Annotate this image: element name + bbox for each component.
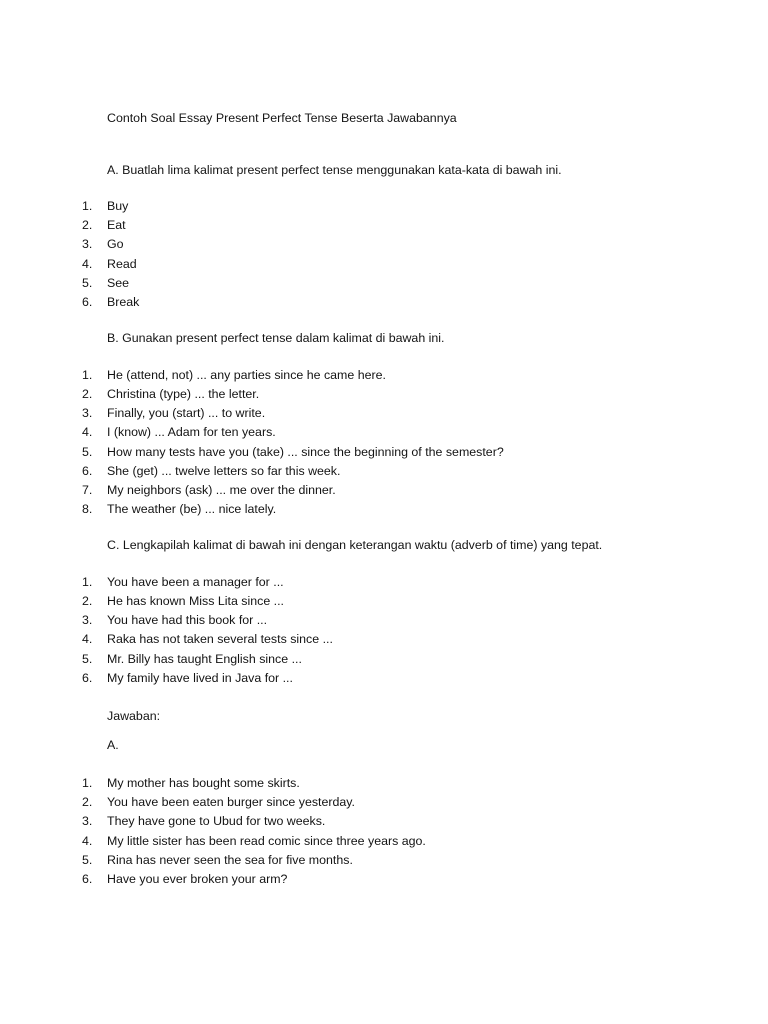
- list-number: 6.: [82, 872, 93, 886]
- list-item: Eat: [107, 218, 126, 232]
- list-number: 8.: [82, 502, 93, 516]
- list-item: He has known Miss Lita since ...: [107, 594, 284, 608]
- list-item: She (get) ... twelve letters so far this week.: [107, 464, 341, 478]
- list-item: They have gone to Ubud for two weeks.: [107, 814, 326, 828]
- list-item: You have had this book for ...: [107, 613, 268, 627]
- list-number: 6.: [82, 295, 93, 309]
- list-item: Go: [107, 237, 124, 251]
- section-a-heading: A. Buatlah lima kalimat present perfect tense menggunakan kata-kata di bawah ini.: [107, 163, 562, 177]
- document-title: Contoh Soal Essay Present Perfect Tense Beserta Jawabannya: [107, 111, 457, 125]
- list-item: My little sister has been read comic since three years ago.: [107, 834, 426, 848]
- list-number: 3.: [82, 237, 93, 251]
- list-number: 1.: [82, 776, 93, 790]
- list-item: You have been a manager for ...: [107, 575, 284, 589]
- list-item: See: [107, 276, 130, 290]
- list-item: Christina (type) ... the letter.: [107, 387, 260, 401]
- list-item: Rina has never seen the sea for five months.: [107, 853, 353, 867]
- list-number: 5.: [82, 276, 93, 290]
- list-number: 7.: [82, 483, 93, 497]
- list-number: 6.: [82, 464, 93, 478]
- answers-heading: Jawaban:: [107, 709, 161, 723]
- list-item: Finally, you (start) ... to write.: [107, 406, 266, 420]
- list-number: 1.: [82, 575, 93, 589]
- list-item: He (attend, not) ... any parties since he came here.: [107, 368, 386, 382]
- list-number: 2.: [82, 795, 93, 809]
- list-item: The weather (be) ... nice lately.: [107, 502, 277, 516]
- list-number: 4.: [82, 257, 93, 271]
- list-number: 4.: [82, 425, 93, 439]
- list-number: 1.: [82, 199, 93, 213]
- list-number: 3.: [82, 814, 93, 828]
- list-number: 2.: [82, 387, 93, 401]
- list-item: My mother has bought some skirts.: [107, 776, 300, 790]
- section-b-heading: B. Gunakan present perfect tense dalam kalimat di bawah ini.: [107, 331, 445, 345]
- list-number: 5.: [82, 652, 93, 666]
- list-item: My neighbors (ask) ... me over the dinner.: [107, 483, 336, 497]
- list-number: 5.: [82, 445, 93, 459]
- list-number: 2.: [82, 218, 93, 232]
- list-number: 3.: [82, 406, 93, 420]
- list-item: Raka has not taken several tests since ...: [107, 632, 333, 646]
- list-number: 3.: [82, 613, 93, 627]
- list-item: Buy: [107, 199, 129, 213]
- list-number: 4.: [82, 632, 93, 646]
- list-number: 5.: [82, 853, 93, 867]
- answers-subheading: A.: [107, 738, 119, 752]
- list-item: Have you ever broken your arm?: [107, 872, 288, 886]
- list-number: 6.: [82, 671, 93, 685]
- list-item: My family have lived in Java for ...: [107, 671, 293, 685]
- list-item: I (know) ... Adam for ten years.: [107, 425, 276, 439]
- list-number: 4.: [82, 834, 93, 848]
- list-item: Break: [107, 295, 140, 309]
- list-item: You have been eaten burger since yesterday.: [107, 795, 355, 809]
- list-item: Mr. Billy has taught English since ...: [107, 652, 302, 666]
- list-item: How many tests have you (take) ... since the beginning of the semester?: [107, 445, 504, 459]
- list-number: 2.: [82, 594, 93, 608]
- list-number: 1.: [82, 368, 93, 382]
- section-c-heading: C. Lengkapilah kalimat di bawah ini dengan keterangan waktu (adverb of time) yang tepat.: [107, 538, 603, 552]
- list-item: Read: [107, 257, 137, 271]
